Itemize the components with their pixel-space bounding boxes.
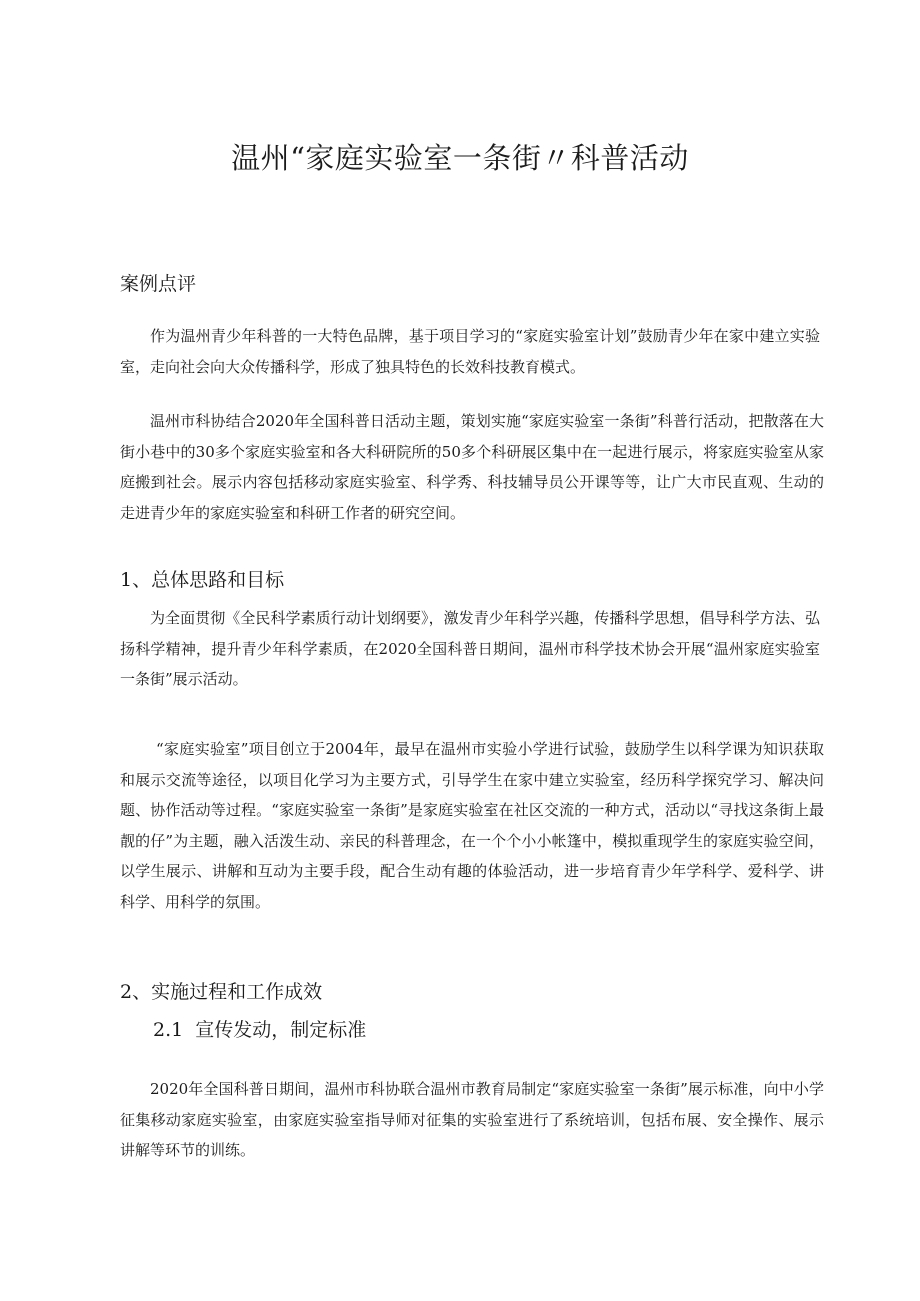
section-2-heading: 2、实施过程和工作成效	[120, 981, 323, 1003]
section-2-1-heading: 2.1 宣传发动，制定标准	[153, 1019, 367, 1041]
review-heading: 案例点评	[120, 273, 197, 295]
document-title: 温州“家庭实验室一条街〃科普活动	[231, 141, 689, 175]
section-2-paragraph-1: 2020年全国科普日期间，温州市科协联合温州市教育局制定“家庭实验室一条街”展示标准，向中小学征集移动家庭实验室，由家庭实验室指导师对征集的实验室进行了系统培训，包括布展、安全操作、展示讲解等环节的训练。	[120, 1080, 824, 1160]
section-1-paragraph-2: “家庭实验室”项目创立于2004年，最早在温州市实验小学进行试验，鼓励学生以科学课为知识获取和展示交流等途径，以项目化学习为主要方式，引导学生在家中建立实验室，经历科学探究学习、解决问题、协作活动等过程。“家庭实验室一条街”是家庭实验室在社区交流的一种方式，活动以“寻找这条街上最靓的仔”为主题，融入活泼生动、亲民的科普理念，在一个个小小帐篷中，模拟重现学生的家庭实验空间，以学生展示、讲解和互动为主要手段，配合生动有趣的体验活动，进一步培育青少年学科学、爱科学、讲科学、用科学的氛围。	[120, 740, 824, 911]
section-1-paragraph-1: 为全面贯彻《全民科学素质行动计划纲要》，激发青少年科学兴趣，传播科学思想，倡导科学方法、弘扬科学精神，提升青少年科学素质，在2020全国科普日期间，温州市科学技术协会开展“温州家庭实验室一条街”展示活动。	[120, 609, 820, 689]
section-1-heading: 1、总体思路和目标	[120, 569, 285, 591]
review-paragraph-1: 作为温州青少年科普的一大特色品牌，基于项目学习的“家庭实验室计划”鼓励青少年在家中建立实验室，走向社会向大众传播科学，形成了独具特色的长效科技教育模式。	[120, 327, 820, 376]
review-paragraph-2: 温州市科协结合2020年全国科普日活动主题，策划实施“家庭实验室一条街”科普行活动，把散落在大街小巷中的30多个家庭实验室和各大科研院所的50多个科研展区集中在一起进行展示，将家庭实验室从家庭搬到社会。展示内容包括移动家庭实验室、科学秀、科技辅导员公开课等等，让广大市民直观、生动的走进青少年的家庭实验室和科研工作者的研究空间。	[120, 412, 824, 522]
